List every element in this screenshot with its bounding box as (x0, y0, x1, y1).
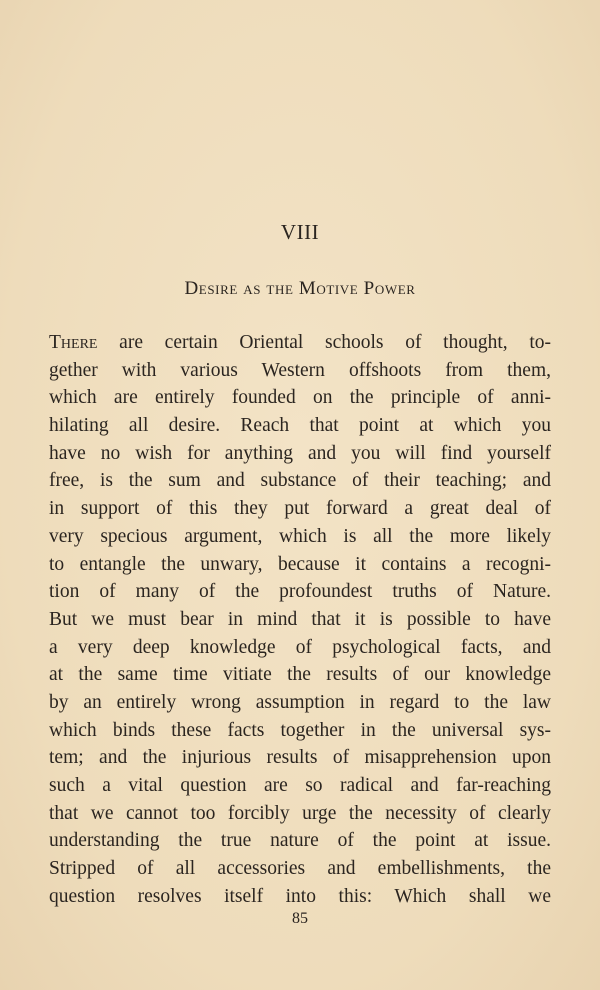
text-line: gether with various Western offshoots from them, (49, 359, 551, 381)
text-line: Stripped of all accessories and embellishments, the (49, 858, 551, 880)
text-line: a very deep knowledge of psychological facts, and (49, 636, 551, 658)
text-line: that we cannot too forcibly urge the necessity of clearly (49, 802, 551, 824)
text-line: have no wish for anything and you will find yourself (49, 442, 551, 464)
first-word: There (49, 332, 98, 353)
text-line: understanding the true nature of the point at issue. (49, 830, 551, 852)
text-line: which binds these facts together in the universal sys- (49, 719, 551, 741)
text-line: question resolves itself into this: Which shall we (49, 885, 551, 907)
text-line: But we must bear in mind that it is possible to have (49, 608, 551, 630)
page-number: 85 (292, 910, 308, 927)
text-line: by an entirely wrong assumption in regard to the law (49, 691, 551, 713)
text-line: at the same time vitiate the results of our knowledge (49, 664, 551, 686)
text-line: very specious argument, which is all the more likely (49, 525, 551, 547)
chapter-title: Desire as the Motive Power (184, 278, 416, 299)
text-line: tion of many of the profoundest truths of Nature. (49, 581, 551, 603)
chapter-number: VIII (280, 220, 320, 244)
text-line: such a vital question are so radical and far-reaching (49, 775, 551, 796)
line-text: are certain Oriental schools of thought, to- (97, 332, 551, 353)
text-line: hilating all desire. Reach that point at which you (49, 415, 551, 437)
text-line: free, is the sum and substance of their teaching; and (49, 470, 551, 492)
text-line: in support of this they put forward a great deal of (49, 498, 551, 520)
text-line: tem; and the injurious results of misapprehension upon (49, 747, 551, 769)
text-line: which are entirely founded on the principle of anni- (49, 387, 551, 409)
text-line: to entangle the unwary, because it contains a recogni- (49, 553, 551, 575)
body-text (49, 329, 551, 910)
text-line (49, 329, 551, 357)
